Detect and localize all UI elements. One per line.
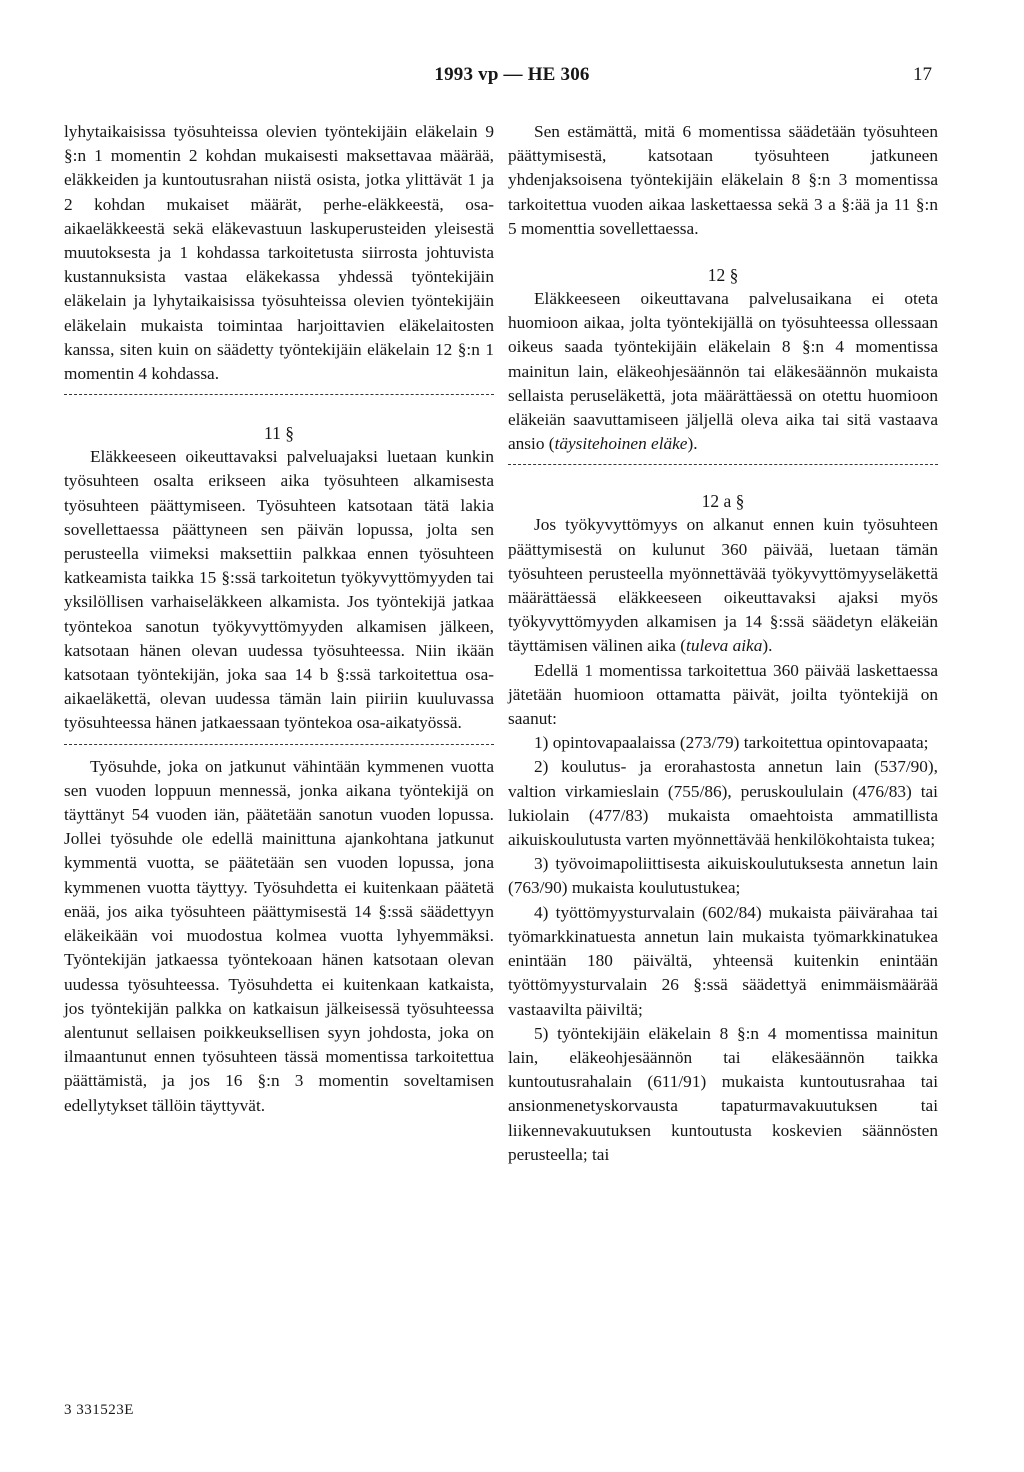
section-12a-text: Jos työkyvyttömyys on alkanut ennen kuin työsuhteen päättymisestä on kulunut 360 päivää, luetaan tämän työsuhteen perusteella myönnettävää työkyvyttömyyseläkettä määrättäessä eläkkeeseen oikeuttavaksi ajaksi myös työkyvyttömyyden alkamisen ja 14 §:ssä säädetyn eläkeiän täyttämisen välinen aika (	[508, 515, 938, 656]
section-12-term: täysitehoinen eläke	[554, 434, 688, 454]
page-header	[0, 64, 1024, 90]
right-column	[508, 120, 938, 1167]
paragraph-continuation: lyhytaikaisissa työsuhteissa olevien työntekijäin eläkelain 9 §:n 1 momentin 2 kohdan mukaisesti maksettavaa määrää, eläkkeiden ja kuntoutusrahan niistä osista, jotka ylittävät 1 ja 2 kohdan mukaiset määrät, perhe-eläkkeestä, osa-aikaeläkkeestä sekä eläkevastuun laskuperusteiden yleisestä muutoksesta ja 1 kohdassa tarkoitetusta siirrosta johtuvista kustannuksista vastaa eläkekassa yhdessä työntekijäin eläkelain ja lyhytaikaisissa työsuhteissa olevien työntekijäin eläkelain mukaista toimintaa harjoittavien eläkelaitosten kanssa, siten kuin on säädetty työntekijäin eläkelain 12 §:n 1 momentin 4 kohdassa.	[64, 122, 494, 384]
paragraph-continuation: Sen estämättä, mitä 6 momentissa säädetään työsuhteen päättymisestä, katsotaan työsuhteen jatkuneen yhdenjaksoisena työntekijäin eläkelain 8 §:n 3 momentissa tarkoitettua vuoden aikaa laskettaessa sekä 3 a §:ää ja 11 §:n 5 momenttia sovellettaessa.	[508, 122, 938, 238]
list-item: 1) opintovapaalaissa (273/79) tarkoitettua opintovapaata;	[534, 733, 929, 753]
section-12-text-end: ).	[687, 434, 698, 454]
section-12a-paragraph-1	[508, 513, 938, 658]
list-item: 2) koulutus- ja erorahastosta annetun lain (537/90), valtion virkamieslain (755/86), peruskoululain (476/83) tai lukiolain (477/83) mukaista omaehtoista ammatillista aikuiskoulutusta varten myönnettävää henkilökohtaista tukea;	[508, 757, 938, 850]
section-12-heading: 12 §	[707, 265, 739, 286]
left-column	[64, 120, 494, 1118]
section-11-paragraph-1: Eläkkeeseen oikeuttavaksi palveluajaksi luetaan kunkin työsuhteen osalta erikseen aika työsuhteen alkamisesta työsuhteen päättymiseen. Työsuhteen katsotaan tätä lakia sovellettaessa päättyneen sen päivän lopussa, jolta sen perusteella viimeksi maksettiin palkkaa ennen työsuhteen katkeamista taikka 15 §:ssä tarkoitetun työkyvyttömyyden tai yksilöllisen varhaiseläkkeen alkamista. Jos työntekijä jatkaa työntekoa sanotun työkyvyttömyyden alkamisen jälkeen, katsotaan hänen olevan uudessa työsuhteessa. Niin ikään katsotaan työntekijän, joka saa 14 b §:ssä tarkoitettua osa-aikaeläkettä, olevan uudessa tämän lain piiriin kuuluvassa työsuhteessa hänen jatkaessaan työntekoa osa-aikatyössä.	[64, 447, 494, 733]
section-12a-paragraph-2: Edellä 1 momentissa tarkoitettua 360 päivää laskettaessa jätetään huomioon ottamatta päivät, joilta työntekijä on saanut:	[508, 660, 938, 729]
list-item: 4) työttömyysturvalain (602/84) mukaista päivärahaa tai työmarkkinatuesta annetun lain mukaista työmarkkinatukea enintään 180 päivältä, yhteensä kuitenkin enintään työttömyysturvalain 26 §:ssä säädettyä enimmäismäärää vastaavilta päiviltä;	[508, 902, 938, 1019]
section-12a-term: tuleva aika	[686, 636, 763, 656]
document-reference: 1993 vp — HE 306	[434, 64, 590, 85]
section-11-heading: 11 §	[264, 423, 294, 444]
section-12-text: Eläkkeeseen oikeuttavana palvelusaikana ei oteta huomioon aikaa, jolta työntekijällä on työsuhteessa ollessaan oikeus saada työntekijäin eläkelain 8 §:n 4 momentissa mainitun lain, eläkeohjesäännön tai eläkesäännön mukaista sellaista peruseläkettä, jota määrättäessä on otettu huomioon eläkeiän saavuttamiseen jäljellä oleva aika tai sitä vastaava ansio (	[508, 289, 938, 454]
list-item: 3) työvoimapoliittisesta aikuiskoulutuksesta annetun lain (763/90) mukaista koulutustukea;	[508, 854, 938, 898]
section-11-paragraph-2: Työsuhde, joka on jatkunut vähintään kymmenen vuotta sen vuoden loppuun mennessä, jonka aikana työntekijä on täyttänyt 54 vuoden iän, päätetään sanotun vuoden lopussa. Jollei työsuhde ole edellä mainittuna ajankohtana jatkunut kymmentä vuotta, se päätetään sen vuoden lopussa, jona kymmenen vuotta täyttyy. Työsuhdetta ei kuitenkaan päätetä enää, jos aika työsuhteen päättymisestä 14 §:ssä säädettyyn eläkeikään voi muodostua kolmea vuotta lyhyemmäksi. Työntekijän jatkaessa työntekoaan hänen katsotaan olevan uudessa työsuhteessa. Työsuhdetta ei kuitenkaan katkaista, jos työntekijän palkka on katkaisun jälkeisessä työsuhteessa alentunut sellaisen poikkeuksellisen syyn johdosta, joka on ilmaantunut ennen työsuhteen tässä momentissa tarkoitettua päättämistä, ja jos 16 §:n 3 momentin soveltamisen edellytykset tällöin täyttyvät.	[64, 756, 494, 1115]
section-12-paragraph	[508, 287, 938, 456]
list-item: 5) työntekijäin eläkelain 8 §:n 4 momentissa mainitun lain, eläkeohjesäännön tai eläkesäännön taikka kuntoutusrahalain (611/91) mukaista kuntoutusrahaa tai ansionmenetyskorvausta tapaturmavakuutuksen tai liikennevakuutuksen kuntoutusta koskevien säännösten perusteella; tai	[508, 1023, 938, 1164]
section-12a-text-end: ).	[762, 636, 773, 656]
section-12a-heading: 12 a §	[701, 491, 745, 512]
page-number: 17	[913, 64, 932, 85]
print-code: 3 331523E	[64, 1402, 134, 1418]
